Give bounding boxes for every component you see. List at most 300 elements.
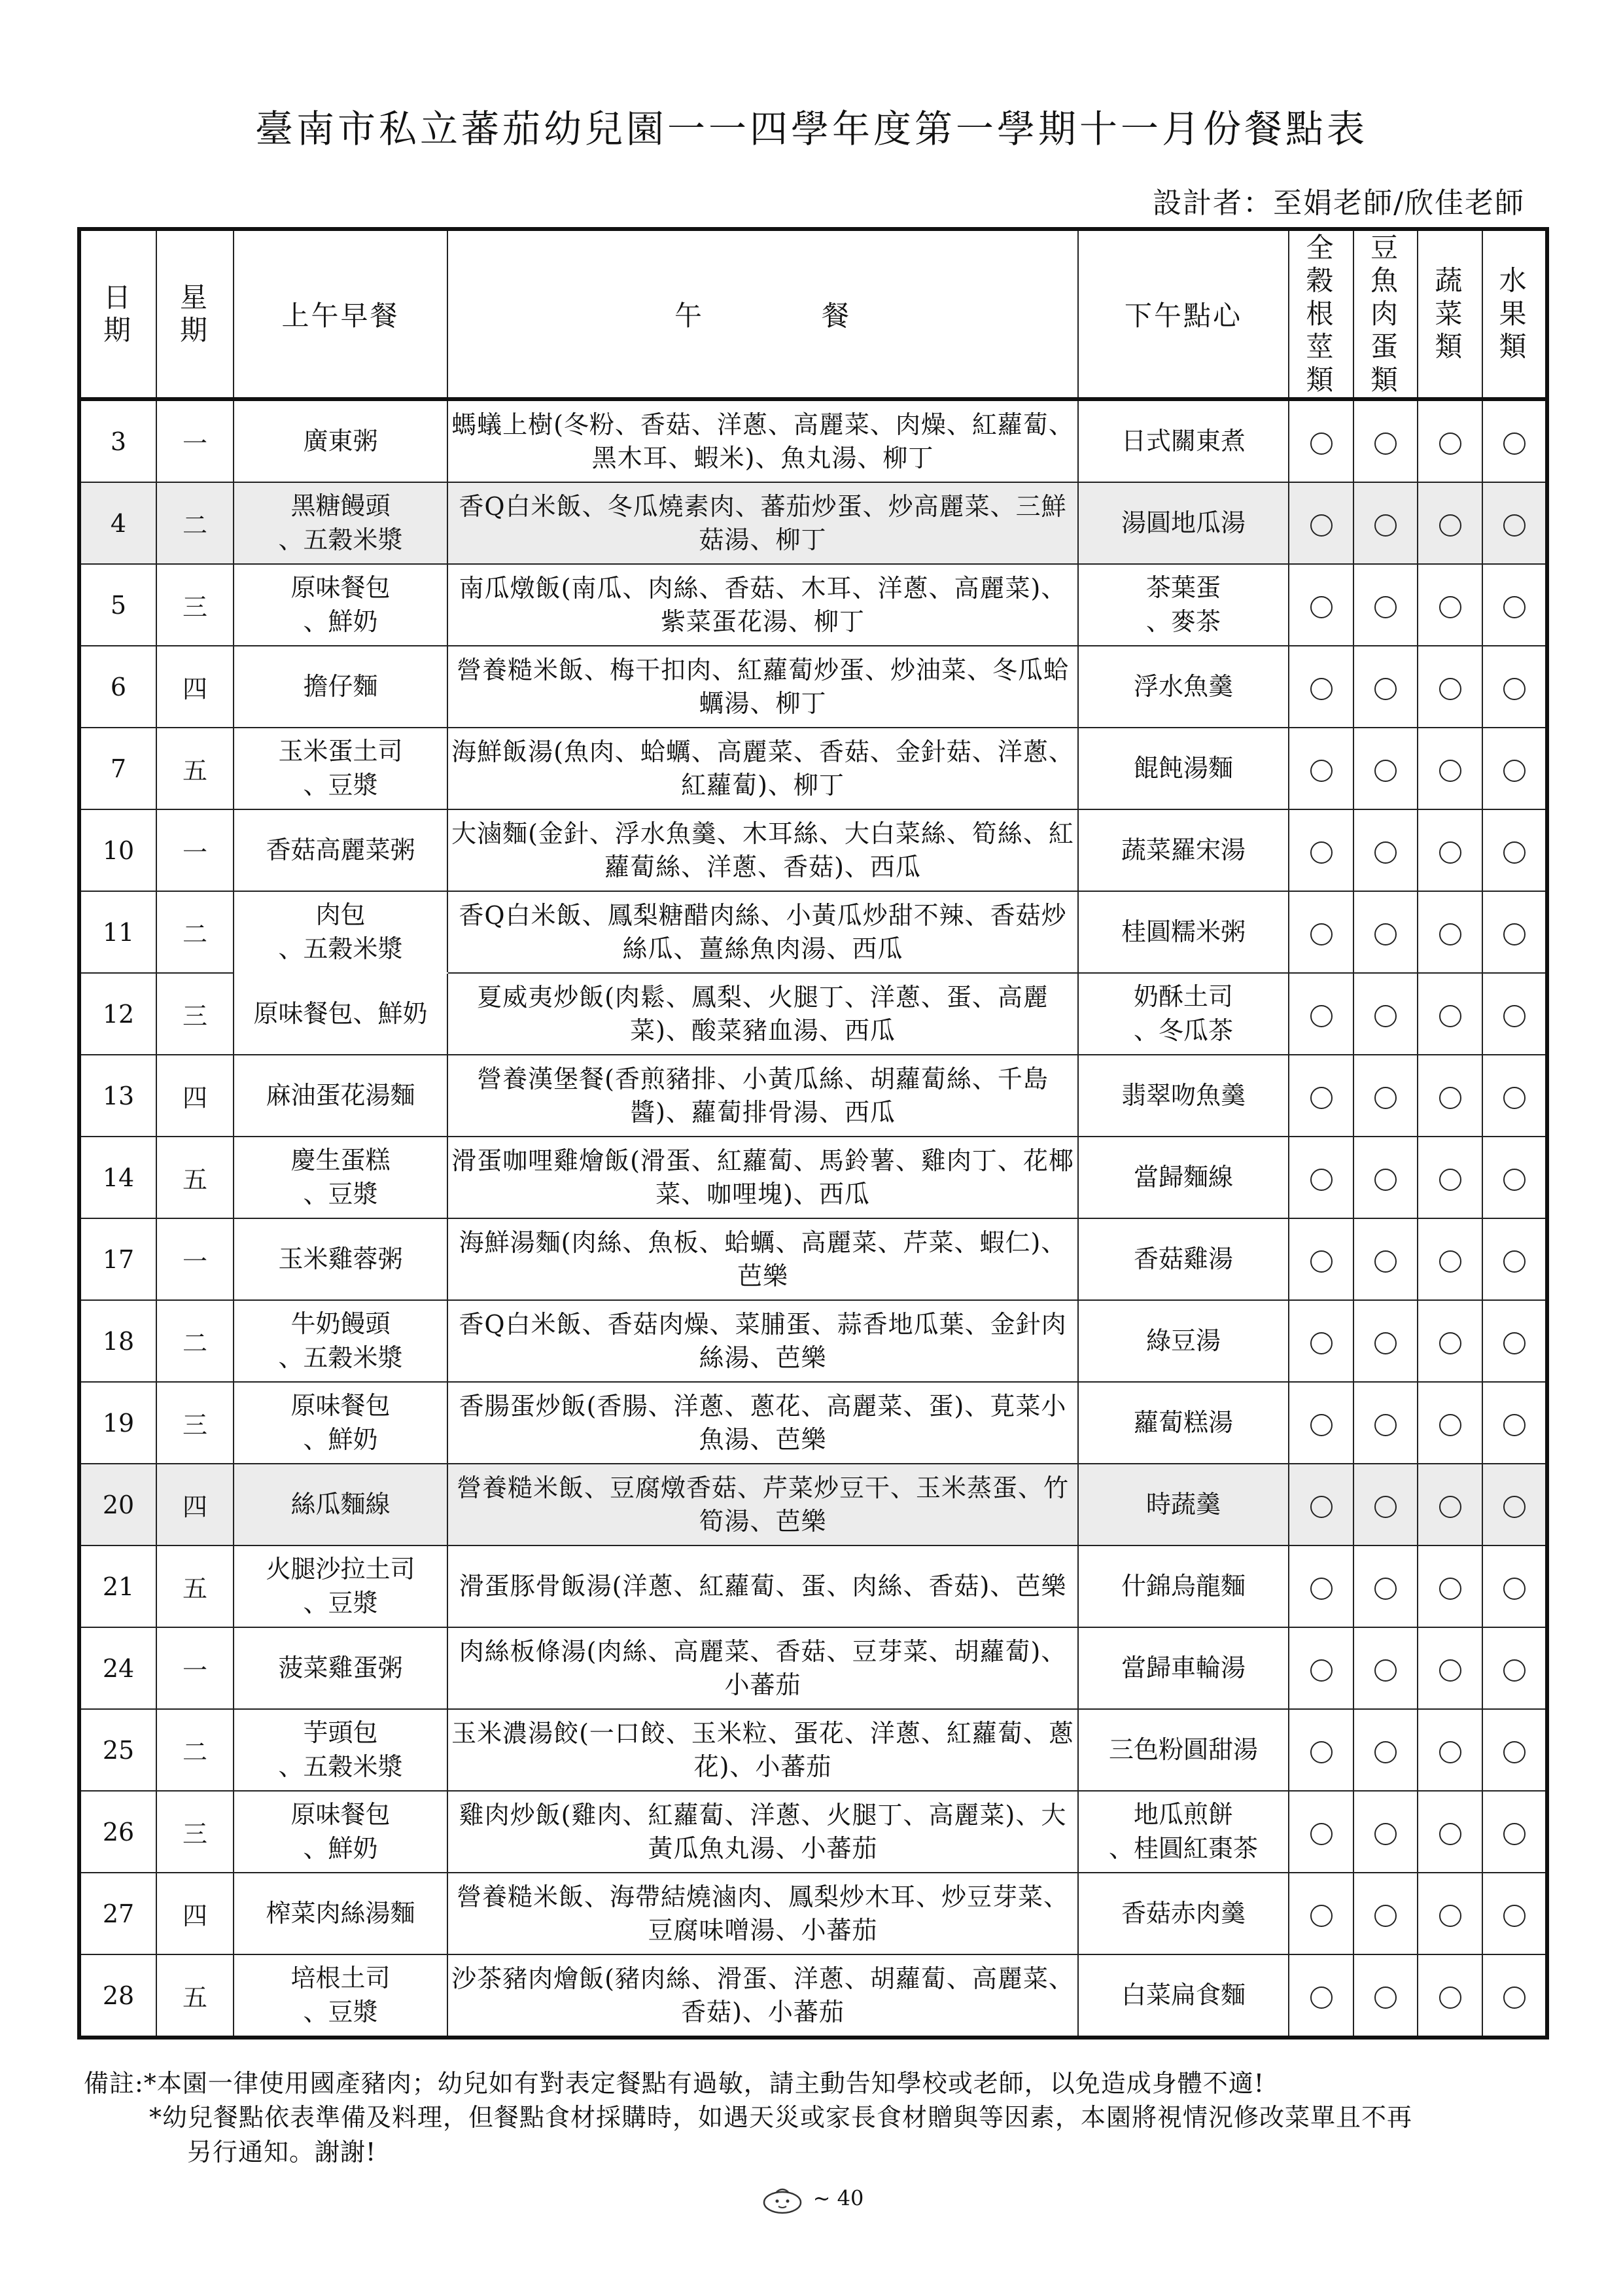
fruit-check-cell — [1482, 646, 1547, 728]
snack-cell: 茶葉蛋 、麥茶 — [1078, 564, 1289, 646]
grain-check-cell — [1289, 809, 1353, 891]
protein-check-cell — [1353, 1137, 1418, 1218]
breakfast-cell: 原味餐包 、鮮奶 — [234, 564, 447, 646]
check-circle — [1503, 678, 1526, 700]
grain-check-cell — [1289, 891, 1353, 973]
snack-cell: 餛飩湯麵 — [1078, 728, 1289, 809]
breakfast-cell: 擔仔麵 — [234, 646, 447, 728]
lunch-cell: 雞肉炒飯(雞肉、紅蘿蔔、洋蔥、火腿丁、高麗菜)、大黃瓜魚丸湯、小蕃茄 — [447, 1791, 1078, 1873]
snack-cell: 蘿蔔糕湯 — [1078, 1382, 1289, 1464]
breakfast-cell: 菠菜雞蛋粥 — [234, 1627, 447, 1709]
check-circle — [1374, 1005, 1397, 1027]
protein-check-cell — [1353, 973, 1418, 1055]
check-circle — [1503, 1087, 1526, 1109]
check-circle — [1503, 1005, 1526, 1027]
snack-cell: 桂圓糯米粥 — [1078, 891, 1289, 973]
date-cell: 25 — [79, 1709, 156, 1791]
header-weekday: 星 期 — [156, 229, 234, 399]
weekday-cell: 四 — [156, 1464, 234, 1545]
check-circle — [1310, 1987, 1333, 2009]
check-circle — [1503, 433, 1526, 455]
weekday-cell: 二 — [156, 482, 234, 564]
date-cell: 3 — [79, 399, 156, 482]
fruit-check-cell — [1482, 1791, 1547, 1873]
protein-check-cell — [1353, 1464, 1418, 1545]
check-circle — [1310, 1250, 1333, 1273]
veg-check-cell — [1418, 1464, 1482, 1545]
notes — [84, 2066, 1549, 2169]
check-circle — [1310, 1496, 1333, 1518]
table-row — [79, 973, 1547, 1055]
check-circle — [1439, 1250, 1461, 1273]
lunch-cell: 香Q白米飯、鳳梨糖醋肉絲、小黃瓜炒甜不辣、香菇炒絲瓜、薑絲魚肉湯、西瓜 — [447, 891, 1078, 973]
page-number: ~ 40 — [812, 2185, 864, 2211]
snack-cell: 當歸麵線 — [1078, 1137, 1289, 1218]
check-circle — [1503, 1741, 1526, 1763]
header-protein: 豆 魚 肉 蛋 類 — [1353, 229, 1418, 399]
protein-check-cell — [1353, 1055, 1418, 1137]
veg-check-cell — [1418, 1218, 1482, 1300]
check-circle — [1374, 1987, 1397, 2009]
snack-cell: 浮水魚羹 — [1078, 646, 1289, 728]
snack-cell: 白菜扁食麵 — [1078, 1954, 1289, 2038]
table-row — [79, 1055, 1547, 1137]
check-circle — [1374, 760, 1397, 782]
fruit-check-cell — [1482, 482, 1547, 564]
lunch-cell: 玉米濃湯餃(一口餃、玉米粒、蛋花、洋蔥、紅蘿蔔、蔥花)、小蕃茄 — [447, 1709, 1078, 1791]
table-row — [79, 1709, 1547, 1791]
weekday-cell: 一 — [156, 809, 234, 891]
header-lunch: 午 餐 — [447, 229, 1078, 399]
check-circle — [1439, 1578, 1461, 1600]
lunch-cell: 滑蛋豚骨飯湯(洋蔥、紅蘿蔔、蛋、肉絲、香菇)、芭樂 — [447, 1545, 1078, 1627]
protein-check-cell — [1353, 482, 1418, 564]
fruit-check-cell — [1482, 1954, 1547, 2038]
protein-check-cell — [1353, 1954, 1418, 2038]
veg-check-cell — [1418, 1300, 1482, 1382]
page-title: 臺南市私立蕃茄幼兒園一一四學年度第一學期十一月份餐點表 — [254, 107, 1368, 151]
veg-check-cell — [1418, 482, 1482, 564]
protein-check-cell — [1353, 564, 1418, 646]
breakfast-cell: 麻油蛋花湯麵 — [234, 1055, 447, 1137]
date-cell: 19 — [79, 1382, 156, 1464]
check-circle — [1310, 514, 1333, 537]
designer-credit: 設計者：至娟老師/欣佳老師 — [1153, 186, 1525, 220]
lunch-cell: 肉絲板條湯(肉絲、高麗菜、香菇、豆芽菜、胡蘿蔔)、小蕃茄 — [447, 1627, 1078, 1709]
meal-table — [77, 227, 1549, 2040]
check-circle — [1503, 841, 1526, 864]
breakfast-cell: 原味餐包 、鮮奶 — [234, 1791, 447, 1873]
check-circle — [1310, 1332, 1333, 1354]
grain-check-cell — [1289, 1791, 1353, 1873]
header-row — [79, 229, 1547, 399]
protein-check-cell — [1353, 1218, 1418, 1300]
grain-check-cell — [1289, 1055, 1353, 1137]
check-circle — [1374, 1087, 1397, 1109]
weekday-cell: 五 — [156, 1545, 234, 1627]
table-row — [79, 1545, 1547, 1627]
lunch-cell: 海鮮飯湯(魚肉、蛤蠣、高麗菜、香菇、金針菇、洋蔥、紅蘿蔔)、柳丁 — [447, 728, 1078, 809]
veg-check-cell — [1418, 728, 1482, 809]
veg-check-cell — [1418, 1627, 1482, 1709]
check-circle — [1503, 1823, 1526, 1845]
check-circle — [1374, 433, 1397, 455]
date-cell: 24 — [79, 1627, 156, 1709]
check-circle — [1310, 596, 1333, 618]
breakfast-cell: 玉米雞蓉粥 — [234, 1218, 447, 1300]
fruit-check-cell — [1482, 1055, 1547, 1137]
check-circle — [1310, 1823, 1333, 1845]
weekday-cell: 一 — [156, 1218, 234, 1300]
table-row — [79, 728, 1547, 809]
snack-cell: 香菇雞湯 — [1078, 1218, 1289, 1300]
check-circle — [1310, 1169, 1333, 1191]
breakfast-cell: 芋頭包 、五穀米漿 — [234, 1709, 447, 1791]
check-circle — [1503, 1169, 1526, 1191]
check-circle — [1374, 1659, 1397, 1682]
breakfast-cell: 香菇高麗菜粥 — [234, 809, 447, 891]
veg-check-cell — [1418, 1137, 1482, 1218]
check-circle — [1310, 1741, 1333, 1763]
check-circle — [1310, 1659, 1333, 1682]
lunch-cell: 螞蟻上樹(冬粉、香菇、洋蔥、高麗菜、肉燥、紅蘿蔔、黑木耳、蝦米)、魚丸湯、柳丁 — [447, 399, 1078, 482]
table-row — [79, 809, 1547, 891]
date-cell: 6 — [79, 646, 156, 728]
check-circle — [1503, 1250, 1526, 1273]
fruit-check-cell — [1482, 1545, 1547, 1627]
protein-check-cell — [1353, 1791, 1418, 1873]
weekday-cell: 一 — [156, 399, 234, 482]
snack-cell: 時蔬羹 — [1078, 1464, 1289, 1545]
page-footer — [0, 2185, 1623, 2214]
lunch-cell: 營養糙米飯、海帶結燒滷肉、鳳梨炒木耳、炒豆芽菜、豆腐味噌湯、小蕃茄 — [447, 1873, 1078, 1954]
table-row — [79, 1300, 1547, 1382]
check-circle — [1439, 1169, 1461, 1191]
grain-check-cell — [1289, 482, 1353, 564]
lunch-cell: 沙茶豬肉燴飯(豬肉絲、滑蛋、洋蔥、胡蘿蔔、高麗菜、香菇)、小蕃茄 — [447, 1954, 1078, 2038]
date-cell: 26 — [79, 1791, 156, 1873]
snack-cell: 綠豆湯 — [1078, 1300, 1289, 1382]
check-circle — [1374, 1332, 1397, 1354]
grain-check-cell — [1289, 1627, 1353, 1709]
fruit-check-cell — [1482, 1137, 1547, 1218]
check-circle — [1439, 923, 1461, 945]
check-circle — [1439, 760, 1461, 782]
date-cell: 7 — [79, 728, 156, 809]
breakfast-cell: 原味餐包、鮮奶 — [234, 973, 447, 1055]
check-circle — [1503, 1987, 1526, 2009]
breakfast-cell: 原味餐包 、鮮奶 — [234, 1382, 447, 1464]
fruit-check-cell — [1482, 1627, 1547, 1709]
weekday-cell: 四 — [156, 646, 234, 728]
breakfast-cell: 培根土司 、豆漿 — [234, 1954, 447, 2038]
breakfast-cell: 玉米蛋土司 、豆漿 — [234, 728, 447, 809]
veg-check-cell — [1418, 1954, 1482, 2038]
date-cell: 4 — [79, 482, 156, 564]
table-row — [79, 1382, 1547, 1464]
table-row — [79, 646, 1547, 728]
check-circle — [1503, 923, 1526, 945]
weekday-cell: 五 — [156, 728, 234, 809]
check-circle — [1374, 1578, 1397, 1600]
date-cell: 14 — [79, 1137, 156, 1218]
check-circle — [1374, 514, 1397, 537]
header-fruit: 水 果 類 — [1482, 229, 1547, 399]
protein-check-cell — [1353, 891, 1418, 973]
date-cell: 28 — [79, 1954, 156, 2038]
table-row — [79, 891, 1547, 973]
protein-check-cell — [1353, 809, 1418, 891]
check-circle — [1439, 1987, 1461, 2009]
breakfast-cell: 黑糖饅頭 、五穀米漿 — [234, 482, 447, 564]
table-row — [79, 399, 1547, 482]
check-circle — [1310, 1578, 1333, 1600]
header-grain: 全 穀 根 莖 類 — [1289, 229, 1353, 399]
date-cell: 17 — [79, 1218, 156, 1300]
date-cell: 27 — [79, 1873, 156, 1954]
grain-check-cell — [1289, 1464, 1353, 1545]
protein-check-cell — [1353, 728, 1418, 809]
note-line-2: *幼兒餐點依表準備及料理，但餐點食材採購時，如遇天災或家長食材贈與等因素，本園將視情況修改菜單且不再 — [149, 2103, 1413, 2132]
date-cell: 13 — [79, 1055, 156, 1137]
note-line-3: 另行通知。謝謝! — [187, 2137, 377, 2166]
protein-check-cell — [1353, 1709, 1418, 1791]
header-veg: 蔬 菜 類 — [1418, 229, 1482, 399]
breakfast-cell: 廣東粥 — [234, 399, 447, 482]
grain-check-cell — [1289, 399, 1353, 482]
header-date: 日 期 — [79, 229, 156, 399]
grain-check-cell — [1289, 1954, 1353, 2038]
check-circle — [1503, 1414, 1526, 1436]
protein-check-cell — [1353, 1382, 1418, 1464]
check-circle — [1503, 760, 1526, 782]
date-cell: 20 — [79, 1464, 156, 1545]
veg-check-cell — [1418, 1545, 1482, 1627]
check-circle — [1439, 841, 1461, 864]
check-circle — [1310, 433, 1333, 455]
lunch-cell: 夏威夷炒飯(肉鬆、鳳梨、火腿丁、洋蔥、蛋、高麗菜)、酸菜豬血湯、西瓜 — [447, 973, 1078, 1055]
date-cell: 12 — [79, 973, 156, 1055]
veg-check-cell — [1418, 564, 1482, 646]
snack-cell: 奶酥土司 、冬瓜茶 — [1078, 973, 1289, 1055]
date-cell: 5 — [79, 564, 156, 646]
check-circle — [1374, 1414, 1397, 1436]
veg-check-cell — [1418, 1709, 1482, 1791]
check-circle — [1503, 1905, 1526, 1927]
check-circle — [1310, 1905, 1333, 1927]
snack-cell: 當歸車輪湯 — [1078, 1627, 1289, 1709]
fruit-check-cell — [1482, 564, 1547, 646]
check-circle — [1439, 1823, 1461, 1845]
weekday-cell: 四 — [156, 1873, 234, 1954]
check-circle — [1439, 1496, 1461, 1518]
check-circle — [1439, 1905, 1461, 1927]
check-circle — [1439, 678, 1461, 700]
check-circle — [1503, 1332, 1526, 1354]
breakfast-cell: 火腿沙拉土司 、豆漿 — [234, 1545, 447, 1627]
check-circle — [1439, 1659, 1461, 1682]
snack-cell: 翡翠吻魚羹 — [1078, 1055, 1289, 1137]
check-circle — [1310, 678, 1333, 700]
check-circle — [1439, 433, 1461, 455]
grain-check-cell — [1289, 1545, 1353, 1627]
weekday-cell: 三 — [156, 1382, 234, 1464]
table-row — [79, 1137, 1547, 1218]
check-circle — [1310, 760, 1333, 782]
protein-check-cell — [1353, 1873, 1418, 1954]
check-circle — [1310, 923, 1333, 945]
check-circle — [1374, 923, 1397, 945]
fruit-check-cell — [1482, 728, 1547, 809]
snack-cell: 香菇赤肉羹 — [1078, 1873, 1289, 1954]
grain-check-cell — [1289, 1300, 1353, 1382]
check-circle — [1439, 1332, 1461, 1354]
check-circle — [1503, 1659, 1526, 1682]
lunch-cell: 香Q白米飯、香菇肉燥、菜脯蛋、蒜香地瓜葉、金針肉絲湯、芭樂 — [447, 1300, 1078, 1382]
lunch-cell: 南瓜燉飯(南瓜、肉絲、香菇、木耳、洋蔥、高麗菜)、紫菜蛋花湯、柳丁 — [447, 564, 1078, 646]
check-circle — [1439, 1005, 1461, 1027]
check-circle — [1374, 1496, 1397, 1518]
fruit-check-cell — [1482, 809, 1547, 891]
table-row — [79, 1464, 1547, 1545]
lunch-cell: 香Q白米飯、冬瓜燒素肉、蕃茄炒蛋、炒高麗菜、三鮮菇湯、柳丁 — [447, 482, 1078, 564]
fruit-check-cell — [1482, 1873, 1547, 1954]
grain-check-cell — [1289, 646, 1353, 728]
check-circle — [1374, 1905, 1397, 1927]
weekday-cell: 一 — [156, 1627, 234, 1709]
lunch-cell: 營養糙米飯、梅干扣肉、紅蘿蔔炒蛋、炒油菜、冬瓜蛤蠣湯、柳丁 — [447, 646, 1078, 728]
veg-check-cell — [1418, 891, 1482, 973]
veg-check-cell — [1418, 1873, 1482, 1954]
breakfast-cell: 絲瓜麵線 — [234, 1464, 447, 1545]
weekday-cell: 三 — [156, 564, 234, 646]
weekday-cell: 五 — [156, 1137, 234, 1218]
veg-check-cell — [1418, 1055, 1482, 1137]
date-cell: 21 — [79, 1545, 156, 1627]
date-cell: 10 — [79, 809, 156, 891]
table-row — [79, 1873, 1547, 1954]
grain-check-cell — [1289, 564, 1353, 646]
check-circle — [1503, 1578, 1526, 1600]
breakfast-cell: 慶生蛋糕 、豆漿 — [234, 1137, 447, 1218]
weekday-cell: 三 — [156, 1791, 234, 1873]
check-circle — [1439, 1087, 1461, 1109]
check-circle — [1374, 1250, 1397, 1273]
grain-check-cell — [1289, 1137, 1353, 1218]
lunch-cell: 海鮮湯麵(肉絲、魚板、蛤蠣、高麗菜、芹菜、蝦仁)、芭樂 — [447, 1218, 1078, 1300]
grain-check-cell — [1289, 1709, 1353, 1791]
lunch-cell: 滑蛋咖哩雞燴飯(滑蛋、紅蘿蔔、馬鈴薯、雞肉丁、花椰菜、咖哩塊)、西瓜 — [447, 1137, 1078, 1218]
lunch-cell: 香腸蛋炒飯(香腸、洋蔥、蔥花、高麗菜、蛋)、莧菜小魚湯、芭樂 — [447, 1382, 1078, 1464]
fruit-check-cell — [1482, 1709, 1547, 1791]
weekday-cell: 三 — [156, 973, 234, 1055]
snack-cell: 地瓜煎餅 、桂圓紅棗茶 — [1078, 1791, 1289, 1873]
lunch-cell: 大滷麵(金針、浮水魚羹、木耳絲、大白菜絲、筍絲、紅蘿蔔絲、洋蔥、香菇)、西瓜 — [447, 809, 1078, 891]
check-circle — [1310, 1087, 1333, 1109]
check-circle — [1374, 1823, 1397, 1845]
weekday-cell: 二 — [156, 1709, 234, 1791]
check-circle — [1374, 678, 1397, 700]
veg-check-cell — [1418, 399, 1482, 482]
tomato-face-icon — [759, 2185, 805, 2214]
check-circle — [1374, 1169, 1397, 1191]
weekday-cell: 五 — [156, 1954, 234, 2038]
protein-check-cell — [1353, 1545, 1418, 1627]
table-row — [79, 564, 1547, 646]
snack-cell: 日式關東煮 — [1078, 399, 1289, 482]
fruit-check-cell — [1482, 1382, 1547, 1464]
check-circle — [1503, 596, 1526, 618]
fruit-check-cell — [1482, 399, 1547, 482]
snack-cell: 什錦烏龍麵 — [1078, 1545, 1289, 1627]
fruit-check-cell — [1482, 1300, 1547, 1382]
snack-cell: 蔬菜羅宋湯 — [1078, 809, 1289, 891]
protein-check-cell — [1353, 1300, 1418, 1382]
check-circle — [1439, 596, 1461, 618]
note-line-1: 備註:*本園一律使用國產豬肉；幼兒如有對表定餐點有過敏，請主動告知學校或老師，以免造成身體不適! — [84, 2069, 1265, 2098]
weekday-cell: 二 — [156, 891, 234, 973]
grain-check-cell — [1289, 1218, 1353, 1300]
check-circle — [1503, 514, 1526, 537]
check-circle — [1439, 514, 1461, 537]
table-row — [79, 482, 1547, 564]
grain-check-cell — [1289, 728, 1353, 809]
breakfast-cell: 牛奶饅頭 、五穀米漿 — [234, 1300, 447, 1382]
check-circle — [1374, 596, 1397, 618]
veg-check-cell — [1418, 809, 1482, 891]
lunch-cell: 營養糙米飯、豆腐燉香菇、芹菜炒豆干、玉米蒸蛋、竹筍湯、芭樂 — [447, 1464, 1078, 1545]
grain-check-cell — [1289, 973, 1353, 1055]
veg-check-cell — [1418, 973, 1482, 1055]
snack-cell: 三色粉圓甜湯 — [1078, 1709, 1289, 1791]
grain-check-cell — [1289, 1382, 1353, 1464]
grain-check-cell — [1289, 1873, 1353, 1954]
protein-check-cell — [1353, 646, 1418, 728]
snack-cell: 湯圓地瓜湯 — [1078, 482, 1289, 564]
table-row — [79, 1218, 1547, 1300]
check-circle — [1503, 1496, 1526, 1518]
weekday-cell: 二 — [156, 1300, 234, 1382]
fruit-check-cell — [1482, 973, 1547, 1055]
table-row — [79, 1627, 1547, 1709]
breakfast-cell: 榨菜肉絲湯麵 — [234, 1873, 447, 1954]
table-row — [79, 1954, 1547, 2038]
header-snack: 下午點心 — [1078, 229, 1289, 399]
table-row — [79, 1791, 1547, 1873]
fruit-check-cell — [1482, 891, 1547, 973]
check-circle — [1439, 1414, 1461, 1436]
date-cell: 11 — [79, 891, 156, 973]
veg-check-cell — [1418, 646, 1482, 728]
veg-check-cell — [1418, 1791, 1482, 1873]
veg-check-cell — [1418, 1382, 1482, 1464]
check-circle — [1310, 1005, 1333, 1027]
header-breakfast: 上午早餐 — [234, 229, 447, 399]
breakfast-cell: 肉包 、五穀米漿 — [234, 891, 447, 973]
check-circle — [1310, 841, 1333, 864]
fruit-check-cell — [1482, 1218, 1547, 1300]
date-cell: 18 — [79, 1300, 156, 1382]
check-circle — [1310, 1414, 1333, 1436]
weekday-cell: 四 — [156, 1055, 234, 1137]
fruit-check-cell — [1482, 1464, 1547, 1545]
protein-check-cell — [1353, 1627, 1418, 1709]
check-circle — [1374, 841, 1397, 864]
check-circle — [1439, 1741, 1461, 1763]
lunch-cell: 營養漢堡餐(香煎豬排、小黃瓜絲、胡蘿蔔絲、千島醬)、蘿蔔排骨湯、西瓜 — [447, 1055, 1078, 1137]
check-circle — [1374, 1741, 1397, 1763]
protein-check-cell — [1353, 399, 1418, 482]
